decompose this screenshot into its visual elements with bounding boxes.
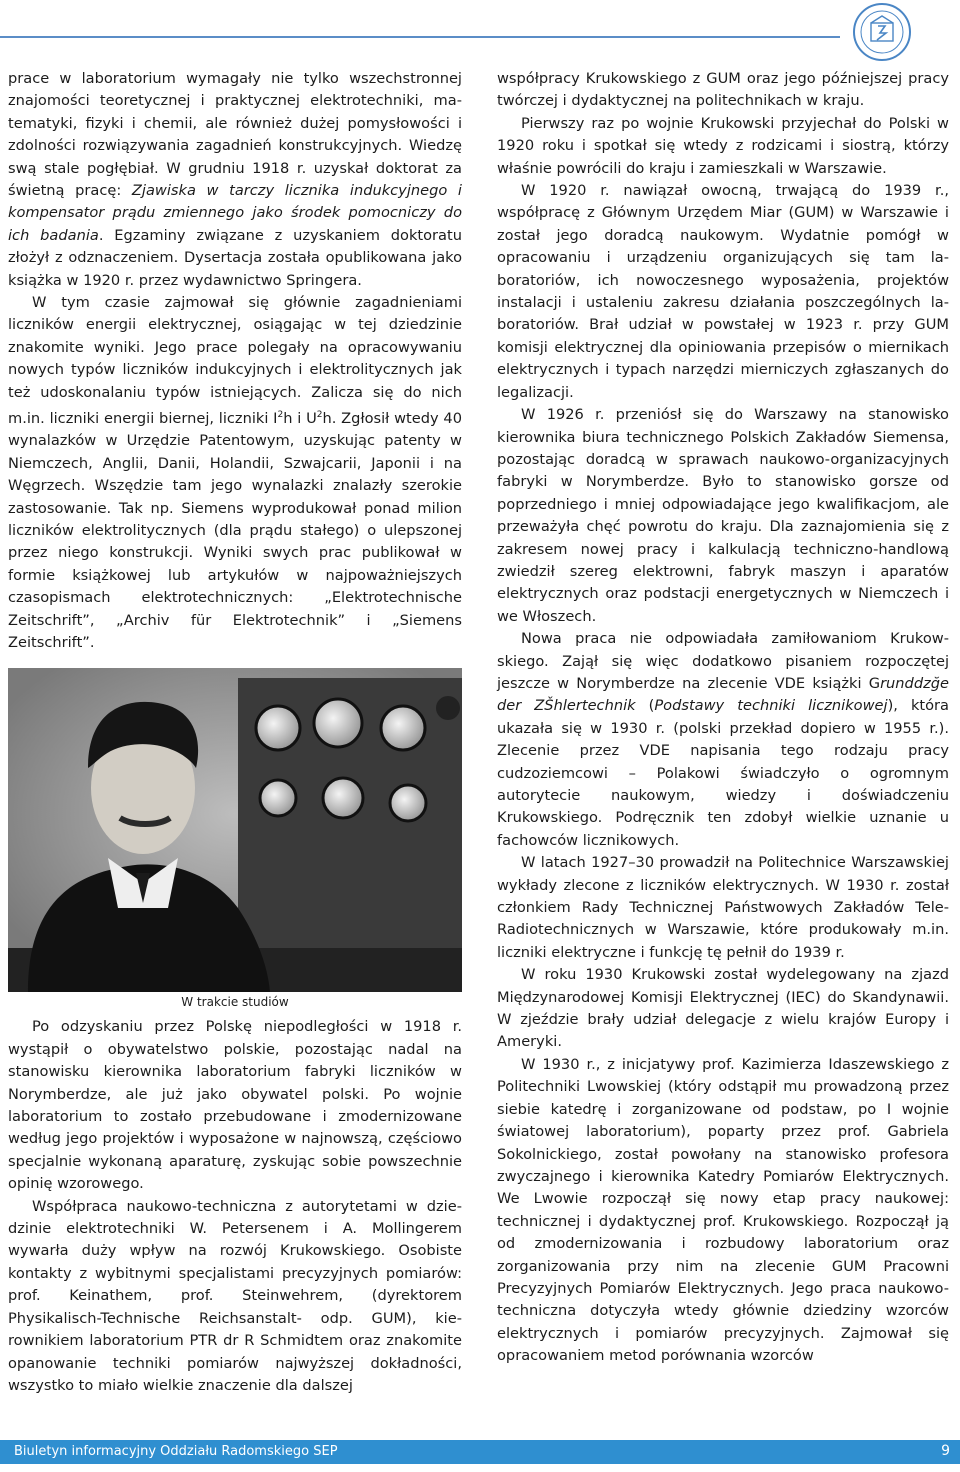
- text-run: prace w laboratorium wymagały nie tylko wszechstronnej znajomości teoretycznej i praktycznej elektrotechniki, matematyki, fizyki i chemii, ale również dużej pomysłowości i zdolności rozwiązywania zagadnień konstrukcyjnych. Wiedzę swą stale pogłębiał. W grudniu 1918 r. uzyskał doktorat za świetną pracę:: [8, 70, 462, 200]
- dissertation-title: Zjawiska w tarczy licznika indukcyjnego i kompensator prądu zmiennego jako środek pomocniczy do ich badania: [8, 182, 462, 244]
- paragraph: W latach 1927–30 prowadził na Politechnice Warszawskiej wykłady zlecone z liczników elektrycznych. W 1930 r. został członkiem Rady Technicznej Państwowych Zakładów Tele-Radiotechnicznych w Warszawie, które produkowały m.in. liczniki elektryczne i funkcję tę pełnił do 1939 r.: [497, 854, 949, 961]
- text-run: . Egzaminy związane z uzyskaniem doktoratu złożył z odznaczeniem. Dysertacja została opublikowana jako książka w 1920 r. przez wydawnictwo Springera.: [8, 226, 462, 289]
- footer-bar: [0, 1440, 960, 1464]
- historical-photo: [8, 668, 462, 992]
- paragraph: [497, 628, 949, 852]
- paragraph: [8, 292, 462, 654]
- text-run: ), która ukazała się w 1930 r. (polski przekład dopiero w 1955 r.). Zlecenie przez VDE napisania tego rodzaju pracy cudzoziemcowi – Polakowi świadczyło o ogromnym autorytecie naukowym, wiedzy i doświadczeniu Krukowskiego. Podręcznik ten zdobył wielkie uznanie u fachowców licznikowych.: [497, 697, 950, 849]
- book-title-translation: Podstawy techniki licznikowej: [654, 697, 888, 715]
- text-run: h i U: [283, 409, 317, 427]
- paragraph: Po odzyskaniu przez Polskę niepodległości w 1918 r. wystąpił o obywatelstwo polskie, pozostając nadal na stanowisku kierownika laboratorium fabryki liczników w Norymberdze, ale już jako obywatel polski. Po wojnie laboratorium to zostało przebudowane i zmodernizowane według jego projektów i wyposażone w najnowszą, częściowo specjalnie wykonaną aparaturę, zyskując sobie powszechnie opinię wzorowego.: [8, 1018, 462, 1193]
- superscript: 2: [277, 410, 284, 421]
- paragraph: W 1930 r., z inicjatywy prof. Kazimierza Idaszewskiego z Politechniki Lwowskiej (który odstąpił mu prowadzoną przez siebie katedrę i zorganizowane od podstaw, po I wojnie światowej laboratorium), poparty przez prof. Gabriela Sokolnickiego, został powołany na stanowisko profesora zwyczajnego i kierownika Katedry Pomiarów Elektrycznych. We Lwowie rozpoczął się nowy etap pracy naukowej: technicznej i dydaktycznej prof. Krukowskiego. Rozpoczął ją od zmodernizowania i rozbudowy laboratorium oraz zorganizowania przy nim na zlecenie GUM Pracowni Precyzyjnych Pomiarów Elektrycznych. Jego praca naukowo-techniczna dotyczyła wtedy głównie dziedziny wzorców elektrycznych i pomiarów precyzyjnych. Zajmował się opracowaniem metod porównania wzorców: [497, 1055, 949, 1365]
- page-number: 9: [941, 1443, 950, 1459]
- superscript: 2: [316, 410, 323, 421]
- paragraph: Pierwszy raz po wojnie Krukowski przyjechał do Polski w 1920 roku i spotkał się wtedy z rodzicami i siostrą, którzy właśnie powrócili do kraju i zamieszkali w Warszawie.: [497, 114, 949, 177]
- header-rule: [0, 36, 840, 38]
- left-column: [8, 68, 462, 1397]
- text-run: (: [635, 697, 655, 715]
- sep-emblem-icon: [852, 2, 912, 62]
- text-run: h. Zgłosił wtedy 40 wynalazków w Urzędzie Patentowym, uzyskując patenty w Niemczech, Anglii, Danii, Holandii, Szwajcarii, Japonii i na Węgrzech. Wszędzie tam jego wynalazki znalazły szerokie zastosowanie. Tak np. Siemens wyprodukował ponad milion liczników elektrolitycznych (dla prądu stałego) o ulepszonej przez niego konstrukcji. Wyniki swych prac publikował w formie książkowej lub artykułów w najpoważniejszych czasopismach elektrotechnicznych: „Elektrotechnische Zeitschrift”, „Archiv für Elektrotechnik” i „Siemens Zeitschrift”.: [8, 409, 462, 652]
- paragraph: W 1920 r. nawiązał owocną, trwającą do 1939 r., współpracę z Głównym Urzędem Miar (GUM) w Warszawie i został jego doradcą naukowym. Wydatnie pomógł w opracowaniu i urządzeniu organizujących się tam laboratoriów, ich nowoczesnego wyposażenia, projektów instalacji i ustaleniu zakresu działania poszczególnych laboratoriów. Brał udział w powstałej w 1923 r. przy GUM komisji elektrycznej dla opiniowania przepisów o miernikach elektrycznych i typach narzędzi mierniczych zgłaszanych do legalizacji.: [497, 182, 949, 401]
- text-run: Nowa praca nie odpowiadała zamiłowaniom Krukowskiego. Zajął się więc dodatkowo pisaniem rozpoczętej jeszcze w Norymberdze na zlecenie VDE książki G: [497, 630, 949, 692]
- footer-title: Biuletyn informacyjny Oddziału Radomskiego SEP: [14, 1444, 338, 1459]
- photo-caption: W trakcie studiów: [181, 995, 289, 1010]
- paragraph: Współpraca naukowo-techniczna z autorytetami w dziedzinie elektrotechniki W. Petersenem i A. Mollingerem wywarła duży wpływ na rozwój Krukowskiego. Osobiste kontakty z wybitnymi specjalistami precyzyjnych pomiarów: prof. Keinathem, prof. Steinwehrem, (dyrektorem Physikalisch-Technische Reichsanstalt- odp. GUM), kierownikiem laboratorium PTR dr R Schmidtem oraz znakomite opanowanie techniki pomiarów najwyższej dokładności, wszystko to miało wielkie znaczenie dla dalszej: [8, 1197, 462, 1394]
- book-title: runddzğe der ZŠhlertechnik: [497, 674, 949, 715]
- paragraph: [8, 68, 462, 292]
- text-run: W tym czasie zajmował się głównie zagadnieniami liczników energii elektrycznej, osiągając w tej dziedzinie znakomite wyniki. Jego prace polegały na opracowywaniu nowych typów liczników indukcyjnych i elektrolitycznych jak też udoskonalaniu typów istniejących. Zalicza się do nich m.in. liczniki energii biernej, liczniki I: [8, 294, 462, 427]
- right-column: [497, 68, 949, 1368]
- paragraph: W roku 1930 Krukowski został wydelegowany na zjazd Międzynarodowej Komisji Elektrycznej (IEC) do Skandynawii. W zjeździe brały udział delegacje z wielu krajów Europy i Ameryki.: [497, 966, 949, 1051]
- paragraph: współpracy Krukowskiego z GUM oraz jego późniejszej pracy twórczej i dydaktycznej na politechnikach w kraju.: [497, 70, 949, 110]
- paragraph: W 1926 r. przeniósł się do Warszawy na stanowisko kierownika biura technicznego Polskich Zakładów Siemensa, pozostając doradcą w sprawach naukowo-organizacyjnych fabryki w Norymberdze. Było to stanowisko gorsze od poprzedniego i mniej odpowiadające jego kwalifikacjom, ale przeważyła chęć powrotu do kraju. Dla zaznajomienia się z zakresem nowej pracy i kalkulacją techniczno-handlową zwiedził szereg elektrowni, fabryk maszyn i aparatów elektrycznych oraz podstacji energetycznych w Niemczech i we Włoszech.: [497, 406, 949, 625]
